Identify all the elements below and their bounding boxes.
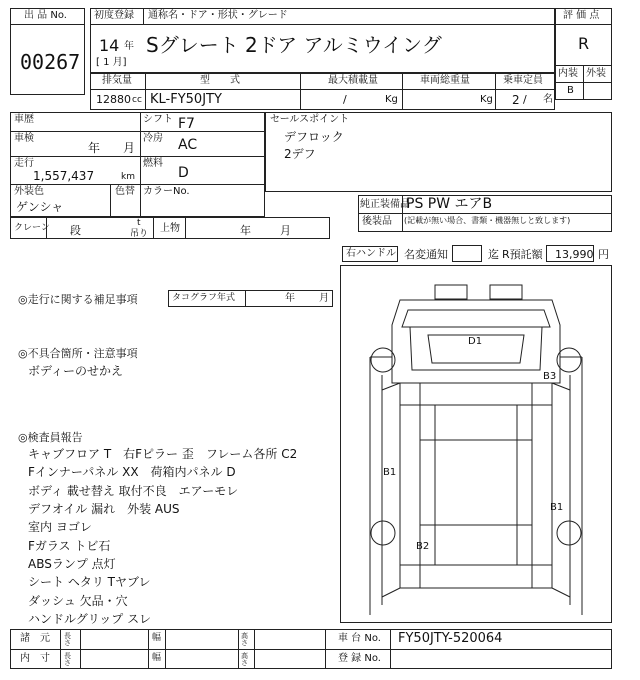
defects-title: ◎不具合箇所・注意事項 — [18, 347, 138, 360]
inspector-line: ABSランプ 点灯 — [28, 557, 116, 571]
vehicle-title: Sグレート 2ドア アルミウイング — [146, 33, 442, 57]
damage-mark-d1: D1 — [468, 336, 483, 347]
sales-point-line: デフロック — [284, 130, 344, 144]
inspector-line: ハンドルグリップ スレ — [28, 612, 152, 626]
model-code: KL-FY50JTY — [150, 92, 222, 107]
chassis-number: FY50JTY-520064 — [398, 631, 503, 646]
inspector-line: Fインナーパネル XX 荷箱内パネル D — [28, 465, 236, 479]
exterior-label: 外装 — [586, 68, 606, 79]
inspector-line: Fガラス トビ石 — [28, 539, 111, 553]
color-value: ゲンシャ — [16, 200, 64, 214]
damage-mark-b2: B2 — [416, 541, 430, 552]
first-reg-label: 初度登録 — [94, 10, 134, 21]
interior-grade: B — [567, 85, 574, 96]
inspector-line: ボディ 載せ替え 取付不良 エアーモレ — [28, 484, 239, 498]
shift-value: F7 — [178, 116, 195, 132]
sales-point-line: 2デフ — [284, 147, 316, 161]
defect-line: ボディーのせかえ — [28, 364, 124, 378]
damage-mark-b1-right: B1 — [550, 502, 564, 513]
inspector-line: シート ヘタリ Tヤブレ — [28, 575, 151, 589]
displacement: 12880 — [96, 93, 131, 106]
inspector-line: デフオイル 漏れ 外装 AUS — [28, 502, 180, 516]
inspector-line: ダッシュ 欠品・穴 — [28, 594, 128, 608]
lot-number: 00267 — [20, 50, 81, 74]
truck-diagram — [340, 265, 612, 623]
reg-month: [ 1 月] — [96, 57, 127, 68]
fuel-value: D — [178, 165, 189, 181]
interior-label: 内装 — [558, 68, 578, 79]
driving-title: ◎走行に関する補足事項 — [18, 293, 138, 306]
score-value: R — [578, 34, 590, 53]
damage-mark-b3: B3 — [543, 371, 557, 382]
deposit-value: 13,990 — [555, 248, 594, 261]
reg-year: 14 — [99, 36, 120, 55]
equipment-value: PS PW エアB — [406, 196, 493, 212]
mileage: 1,557,437 — [33, 169, 95, 183]
inspector-title: ◎検査員報告 — [18, 431, 83, 444]
inspector-line: 室内 ヨゴレ — [28, 520, 92, 534]
lot-label: 出 品 No. — [24, 10, 67, 21]
seats: 2 — [512, 93, 520, 107]
aircon-value: AC — [178, 137, 198, 153]
score-label: 評 価 点 — [563, 10, 600, 21]
name-label: 通称名・ドア・形状・グレード — [148, 10, 288, 21]
damage-mark-b1-left: B1 — [383, 467, 397, 478]
inspector-line: キャブフロア T 右Fピラー 歪 フレーム各所 C2 — [28, 447, 298, 461]
